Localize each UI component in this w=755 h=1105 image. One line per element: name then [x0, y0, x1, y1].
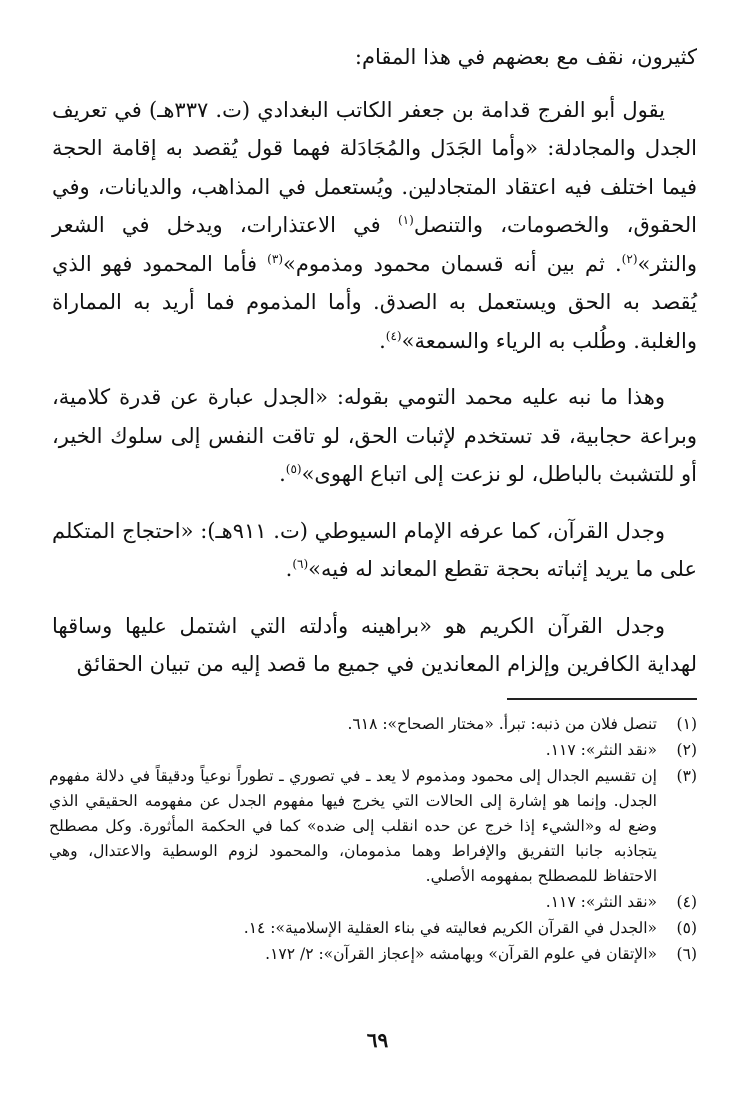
paragraph-qudama-text-e: . [379, 328, 386, 353]
footnote-item [49, 738, 697, 763]
paragraph-quran-debate-text: وجدل القرآن الكريم هو «براهينه وأدلته التي اشتمل عليها وساقها لهداية الكافرين وإلزام المعاندين في جميع ما قصد إليه من تبيان الحقائق [52, 613, 697, 676]
paragraph-qudama-text-d: فأما المحمود فهو الذي يُقصد به الحق ويستعمل به الصدق. وأما المذموم فما أريد به المماراة والغلبة. وطُلب به الرياء والسمعة» [52, 251, 697, 353]
footnote-text: «الإتقان في علوم القرآن» وبهامشه «إعجاز القرآن»: ٢/ ١٧٢. [265, 945, 657, 963]
footnote-number: (٤) [676, 893, 697, 911]
footnote-item [49, 764, 697, 889]
footnote-number: (٦) [676, 945, 697, 963]
footnote-ref-4[interactable]: (٤) [385, 328, 402, 343]
paragraph-suyuti [52, 512, 697, 589]
footnote-divider [507, 698, 697, 700]
paragraph-intro [52, 38, 697, 77]
paragraph-qudama-text-a: يقول أبو الفرج قدامة بن جعفر الكاتب البغدادي (ت. ٣٣٧هـ) في تعريف الجدل والمجادلة: «وأما الجَدَل والمُجَادَلة فهما قول يُقصد به إقامة الحجة فيما اختلف فيه اعتقاد المتجادلين. ويُستعمل في المذاهب، والديانات، وفي الحقوق، والخصومات، والتنصل [52, 97, 697, 237]
footnote-text: تنصل فلان من ذنبه: تبرأ. «مختار الصحاح»: ٦١٨. [347, 715, 657, 733]
footnotes [49, 712, 697, 968]
footnote-text: «الجدل في القرآن الكريم فعاليته في بناء العقلية الإسلامية»: ١٤. [243, 919, 657, 937]
paragraph-tumi-text-b: . [279, 462, 286, 486]
footnote-text: «نقد النثر»: ١١٧. [545, 893, 657, 911]
footnote-item [49, 712, 697, 737]
footnote-item [49, 942, 697, 967]
footnote-ref-5[interactable]: (٥) [285, 462, 302, 476]
page-number: ٦٩ [366, 1028, 389, 1052]
footnote-ref-6[interactable]: (٦) [292, 557, 309, 571]
main-text [52, 38, 697, 702]
footnote-text: إن تقسيم الجدال إلى محمود ومذموم لا يعد ـ في تصوري ـ تطوراً نوعياً ودقيقاً في دلالة مفهوم الجدل. وإنما هو إشارة إلى الحالات التي يخرج فيها مفهوم الجدل عن مفهومه الحقيقي الذي وضع له و«الشيء إذا خرج عن حده انقلب إلى ضده» كما في الحكمة المأثورة. وكل مصطلح يتجاذبه جانبا التفريق والإفراط وهما مذمومان، والمحمود لزوم الوسطية والاعتدال، وهي الاحتفاظ للمصطلح بمفهومه الأصلي. [49, 767, 657, 885]
footnote-ref-2[interactable]: (٢) [621, 251, 638, 266]
footnote-number: (٢) [676, 741, 697, 759]
paragraph-qudama-text-c: . ثم بين أنه قسمان محمود ومذموم» [283, 251, 622, 276]
paragraph-suyuti-text-a: وجدل القرآن، كما عرفه الإمام السيوطي (ت. ٩١١هـ): «احتجاج المتكلم على ما يريد إثباته بحجة تقطع المعاند له فيه» [52, 518, 697, 581]
footnote-ref-1[interactable]: (١) [397, 213, 414, 227]
paragraph-tumi-text-a: وهذا ما نبه عليه محمد التومي بقوله: «الجدل عبارة عن قدرة كلامية، وبراعة حجابية، قد تستخدم لإثبات الحق، لو تاقت النفس إلى سلوك الخير، أو للتشبث بالباطل، لو نزعت إلى اتباع الهوى» [52, 385, 697, 486]
footnote-item [49, 916, 697, 941]
footnote-ref-3[interactable]: (٣) [267, 251, 283, 266]
paragraph-quran-debate [52, 607, 697, 684]
paragraph-suyuti-text-b: . [285, 557, 293, 581]
paragraph-qudama-text-b: في الاعتذارات، ويدخل في الشعر والنثر» [52, 213, 697, 276]
footnote-item [49, 890, 697, 915]
footnote-number: (٣) [676, 767, 697, 785]
paragraph-intro-text: كثيرون، نقف مع بعضهم في هذا المقام: [354, 45, 697, 69]
footnote-text: «نقد النثر»: ١١٧. [545, 741, 657, 759]
paragraph-qudama [52, 91, 697, 361]
footnote-number: (١) [676, 715, 697, 733]
paragraph-tumi [52, 378, 697, 494]
footnote-number: (٥) [676, 919, 697, 937]
